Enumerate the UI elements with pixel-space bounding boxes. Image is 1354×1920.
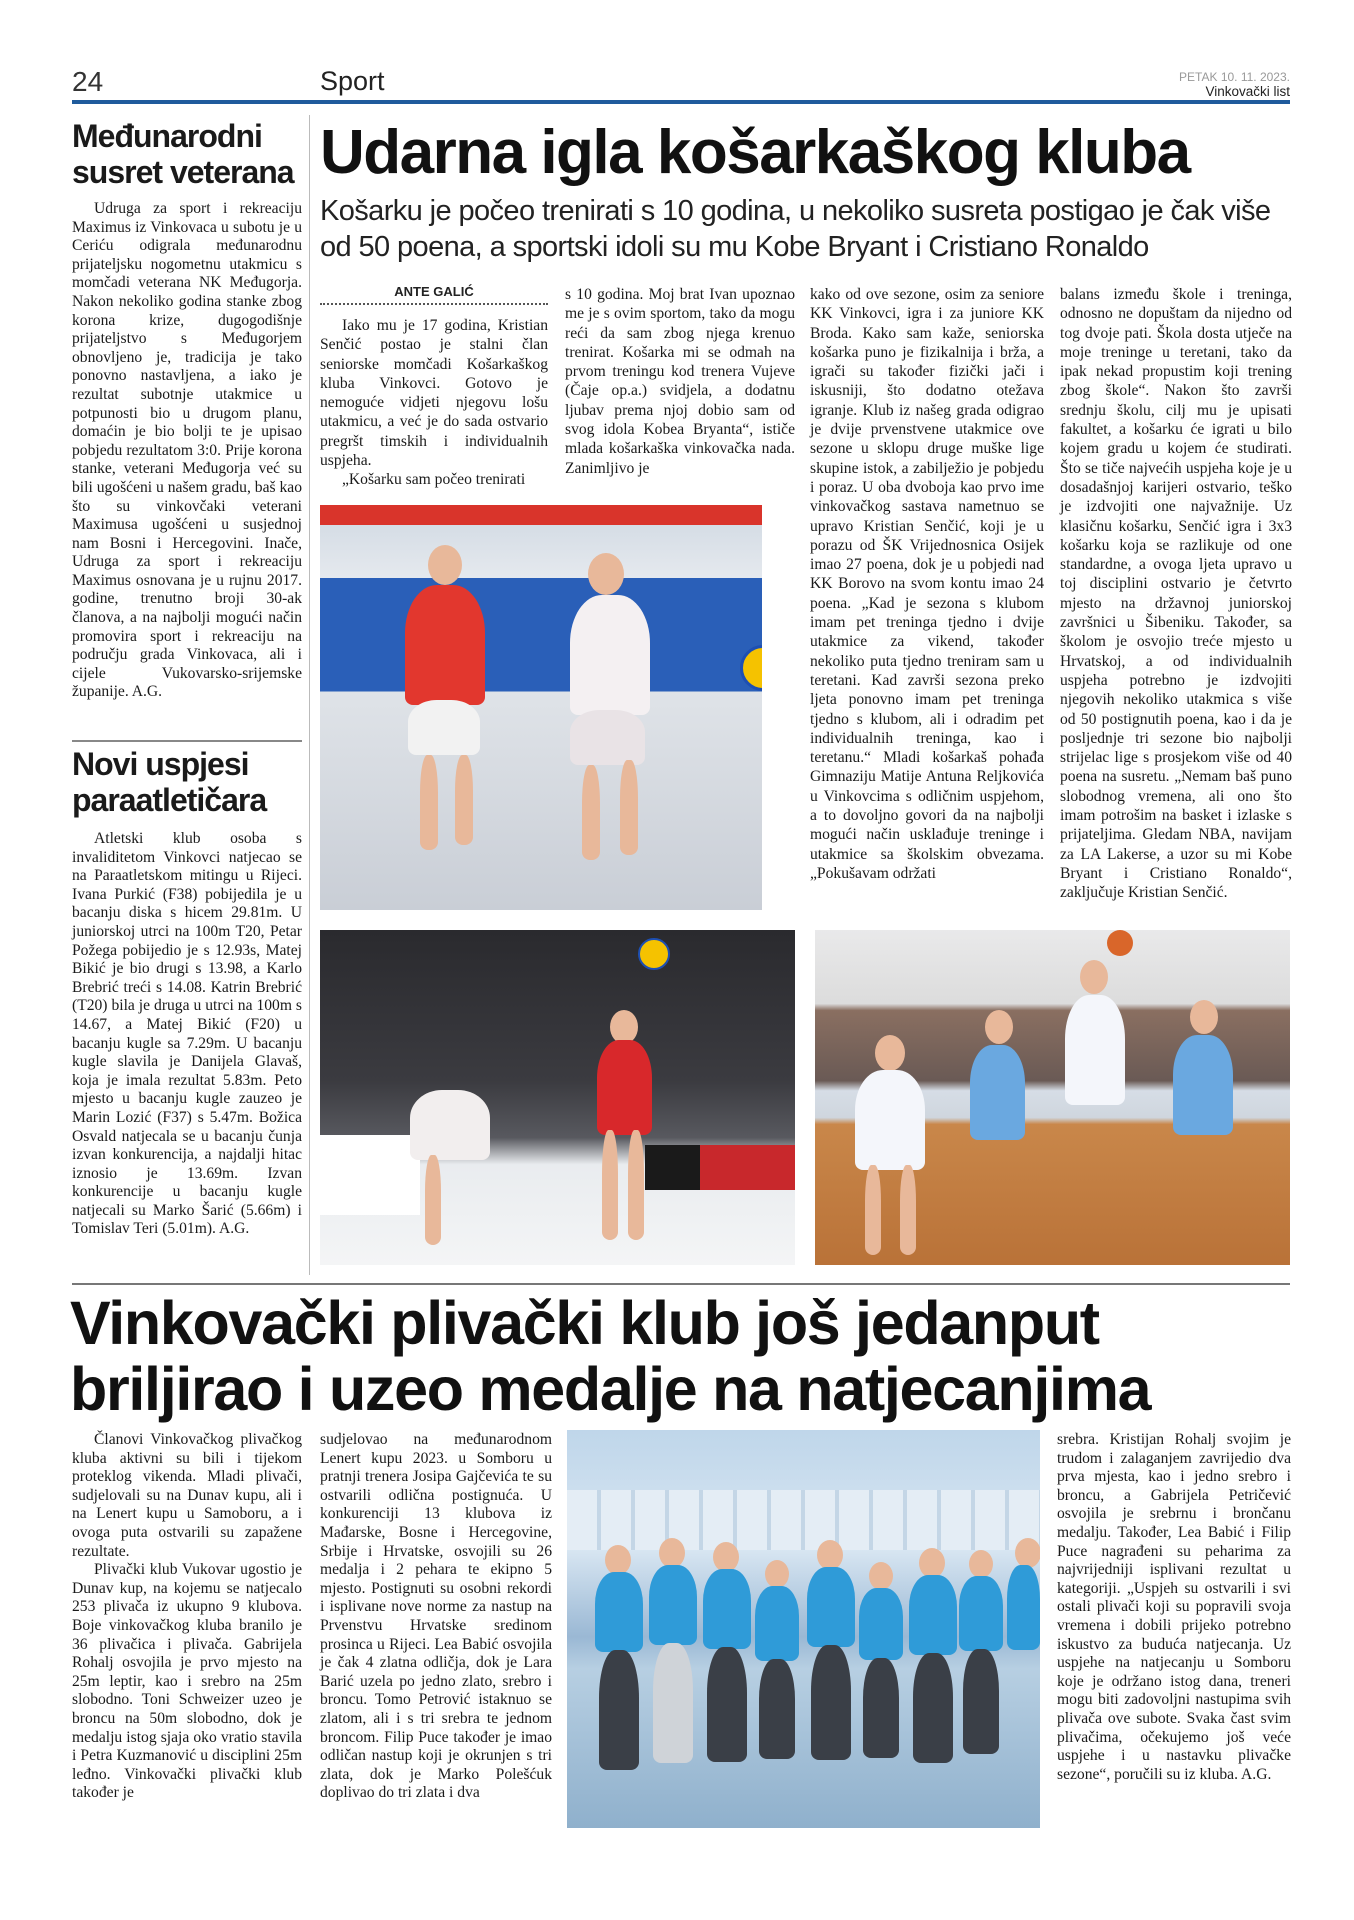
issue-date: PETAK 10. 11. 2023. bbox=[1179, 70, 1290, 84]
basketball-shot-photo bbox=[320, 930, 795, 1265]
main-headline: Udarna igla košarkaškog kluba bbox=[320, 118, 1190, 187]
column-separator bbox=[309, 115, 310, 1275]
paragraph: balans između škole i treninga, odnosno ne dopuštam da nijedno od tog dvoje pati. Škola dosta utječe na moje treninge u teretani, tako da ipak nekad propustim koji trening zbog škole“. Nakon što završi srednju školu, cilj mu je upisati fakultet, a košarku će igrati u bilo kojem gradu u kojem će studirati. Što se tiče najvećih uspjeha koje je u dosadašnjoj karijeri ostvario, teško je izdvojiti one najvažnije. Uz klasičnu košarku, Senčić igra i 3x3 košarku koja se razlikuje od one standardne, a ovoga ljeta upravo u toj disciplini ostvario je četvrto mjesto na državnoj juniorskoj završnici u Šibeniku. Također, sa školom je osvojio treće mjesto u Hrvatskoj, a od individualnih uspjeha potrebno je izdvojiti njegovih nekoliko utakmica s više od 50 postignutih poena, kao i da je posljednje tri sezone bio najbolji strijelac lige s prosjekom više od 40 poena na susretu. „Nemam baš puno slobodnog vremena, ali ono što imam potrošim na basket i izlaske s prijateljima. Gledam NBA, navijam za LA Lakerse, a uzor su mi Kobe Bryant i Cristiano Ronaldo“, zaključuje Kristian Senčić. bbox=[1060, 286, 1292, 902]
swimming-team-photo bbox=[567, 1430, 1040, 1828]
headline-line: Novi uspjesi bbox=[72, 746, 249, 782]
sidebar-headline bbox=[72, 118, 302, 190]
header-rule bbox=[72, 100, 1290, 104]
main-column-3 bbox=[810, 285, 1044, 883]
main-column-4 bbox=[1060, 285, 1292, 903]
paragraph: srebra. Kristijan Rohalj svojim je trudom i zalaganjem zavrijedio dva prva mjesta, kao i jedno srebro i broncu, a Gabrijela Petričević osvojila je srebrnu i brončanu medalju. Također, Lea Babić i Filip Puce nagrađeni su peharima za najvrijedniji isplivani rezultat u kategoriji. „Uspjeh su ostvarili i svi ostali plivači koji su popravili svoja vremena i dobili prijeko potrebno iskustvo za buduća natjecanja. Uz uspjehe na natjecanju u Somboru koje je održano istog dana, treneri mogu biti zadovoljni nastupima svih plivača ove subote. Svaka čast svim plivačima, očekujemo još veće uspjehe i u nastavku plivačke sezone“, poručili su iz kluba. A.G. bbox=[1057, 1431, 1291, 1783]
paragraph: s 10 godina. Moj brat Ivan upoznao me je s ovim sportom, tako da mogu reći da sam zbog njega krenuo trenirat. Košarka mi se odmah na prvom treningu kod trenera Vujeve (Čaje op.a.) svidjela, a dodatnu ljubav prema njoj dobio sam od svog idola Kobea Bryanta“, ističe mlada košarkaška vinkovačka nada. Zanimljivo je bbox=[565, 286, 795, 477]
basketball-photo bbox=[320, 505, 762, 910]
main-column-1 bbox=[320, 316, 548, 490]
basketball-indoor-photo bbox=[815, 930, 1290, 1265]
swim-column-1 bbox=[72, 1431, 302, 1803]
headline-line: paraatletičara bbox=[72, 782, 267, 818]
sidebar-headline bbox=[72, 746, 302, 818]
headline-line: briljirao i uzeo medalje na natjecanjima bbox=[70, 1355, 1151, 1423]
paragraph: Udruga za sport i rekreaciju Maximus iz Vinkovaca u subotu je u Ceriću odigrala međunarodnu prijateljsku nogometnu utakmicu s momčadi veterana NK Međugorja. Nakon nekoliko godina stanke zbog korona krize, dugogodišnje prijateljstvo s Međugorjem obnovljeno je, tradicija je tako ponovno nastavljena, a iako je rezultat subotnje utakmice u potpunosti bio u drugom planu, domaćin je bio bolji te je upisao pobjedu rezultatom 3:0. Prije korona stanke, veterani Međugorja već su bili ugošćeni u našem gradu, baš kao što su vinkovčaki veterani Maximusa ugošćeni u susjednoj nam Bosni i Hercegovini. Inače, Udruga za sport i rekreaciju Maximus osnovana je u rujnu 2017. godine, trenutno broji 30-ak članova, a na najbolji mogući način promovira sport i rekreaciju na području grada Vinkovaca, ali i cijele Vukovarsko-srijemske županije. A.G. bbox=[72, 200, 302, 701]
publication-name: Vinkovački list bbox=[1205, 84, 1290, 99]
paragraph: „Košarku sam počeo trenirati bbox=[342, 471, 526, 489]
paragraph: Atletski klub osoba s invaliditetom Vinkovci natjecao se na Paraatletskom mitingu u Rijeci. Ivana Purkić (F38) pobijedila je u bacanju diska s hicem 29.81m. U juniorskoj utrci na 100m T20, Petar Požega pobijedio je s 12.93s, Matej Bikić je bio drugi s 13.98, a Karlo Brebrić treći s 14.08. Katrin Brebrić (T20) bila je druga u utrci na 100m s 14.67, a Matej Bikić (F20) u bacanju kugle sa 7.29m. U bacanju kugle slavila je Danijela Glavaš, koja je imala rezultat 5.83m. Peto mjesto u bacanju kugle zauzeo je Marin Lozić (F37) s 5.47m. Božica Osvald natjecala se u bacanju čunja izvan konkurencija, a najdalji hitac iznosio je 13.69m. Izvan konkurencije u bacanju kugle natjecali su Marko Šarić (5.66m) i Tomislav Teri (5.01m). A.G. bbox=[72, 830, 302, 1238]
swim-column-2 bbox=[320, 1431, 552, 1803]
paragraph: Članovi Vinkovačkog plivačkog kluba aktivni su bili i tijekom proteklog vikenda. Mladi plivači, sudjelovali su na Dunav kupu, ali i na Lenert kupu u Samoboru, a i ovoga puta ostvarili su zapažene rezultate. bbox=[72, 1431, 302, 1560]
paragraph: kako od ove sezone, osim za seniore KK Vinkovci, igra i za juniore KK Broda. Kako sam kaže, seniorska košarka puno je fizikalnija i brža, a igrači su također fizički jači i iskusniji, što dodatno otežava igranje. Klub iz našeg grada odigrao je dvije prvenstvene utakmice ove sezone u sklopu druge muške lige skupine istok, a zabilježio je pobjedu i poraz. U oba dvoboja kao prvo ime vinkovačkog sastava nametnuo se upravo Kristian Senčić, koji je u porazu od ŠK Vrijednosnica Osijek imao 27 poena, dok je u pobjedi nad KK Borovo na svom kontu imao 24 poena. „Kad je sezona s klubom imam pet treninga tjedno i dvije utakmice za vikend, također nekoliko puta tjedno treniram sam u teretani. Kad završi sezona preko ljeta ponovno imam pet treninga tjedno s klubom, ali i odradim pet individualnih treninga, kao i teretanu.“ Mladi košarkaš pohađa Gimnaziju Matije Antuna Reljkovića u Vinkovcima s odličnim uspjehom, a to dovoljno govori da na najbolji mogući način usklađuje treninge i utakmice sa školskim obvezama. „Pokušavam održati bbox=[810, 286, 1044, 882]
main-column-2 bbox=[565, 285, 795, 478]
article-body bbox=[72, 830, 302, 1239]
sidebar-article-paraathletes bbox=[72, 746, 302, 1239]
article-divider bbox=[72, 740, 302, 742]
article-body bbox=[72, 200, 302, 702]
sidebar-article-veterans bbox=[72, 118, 302, 702]
headline-line: Vinkovački plivački klub još jedanput bbox=[70, 1289, 1099, 1357]
headline-line: susret veterana bbox=[72, 154, 294, 190]
swimming-headline bbox=[70, 1290, 1150, 1422]
main-subtitle: Košarku je počeo trenirati s 10 godina, u nekoliko susreta postigao je čak više od 50 poena, a sportski idoli su mu Kobe Bryant i Cristiano Ronaldo bbox=[320, 195, 1271, 263]
paragraph: Iako mu je 17 godina, Kristian Senčić postao je stalni član seniorske momčadi Košarkaškog kluba Vinkovci. Gotovo je nemoguće vidjeti njegovu lošu utakmicu, a već je do sada ostvario pregršt timskih i individualnih uspjeha. bbox=[320, 317, 548, 470]
swim-column-4 bbox=[1057, 1431, 1291, 1784]
page-number: 24 bbox=[72, 66, 104, 97]
byline-dotted-rule bbox=[320, 303, 548, 305]
byline: ANTE GALIĆ bbox=[394, 284, 474, 299]
section-rule bbox=[72, 1283, 1290, 1285]
section-title: Sport bbox=[320, 66, 385, 96]
headline-line: Međunarodni bbox=[72, 118, 262, 154]
paragraph: Plivački klub Vukovar ugostio je Dunav kup, na kojemu se natjecalo 253 plivača iz ukupno 9 klubova. Boje vinkovačkog kluba branilo je 36 plivačica i plivača. Gabrijela Rohalj osvojila je prvo mjesto na 25m leptir, kao i srebro na 25m slobodno. Toni Schweizer uzeo je broncu na 50m slobodno, dok je medalju istog sjaja oko vratio stavila i Petra Kuzmanović u disciplini 25m leđno. Vinkovački plivački klub također je bbox=[72, 1561, 302, 1802]
paragraph: sudjelovao na međunarodnom Lenert kupu 2023. u Somboru u pratnji trenera Josipa Gajčevića te su ostvarili odlična postignuća. U konkurenciji 13 klubova iz Mađarske, Bosne i Hercegovine, Srbije i Hrvatske, osvojili su 26 medalja i 2 pehara te ekipno 5 mjesto. Postignuti su osobni rekordi i isplivane nove norme za nastup na Prvenstvu Hrvatske sredinom prosinca u Rijeci. Lea Babić osvojila je čak 4 zlatna odličja, dok je Lara Barić uzela po jedno zlato, srebro i broncu. Tomo Petrović istaknuo se zlatom, ali i s tri srebra te jednom broncom. Filip Puce također je imao odličan nastup koji je okrunjen s tri zlata, dok je Marko Polešćuk doplivao do tri zlata i dva bbox=[320, 1431, 552, 1802]
